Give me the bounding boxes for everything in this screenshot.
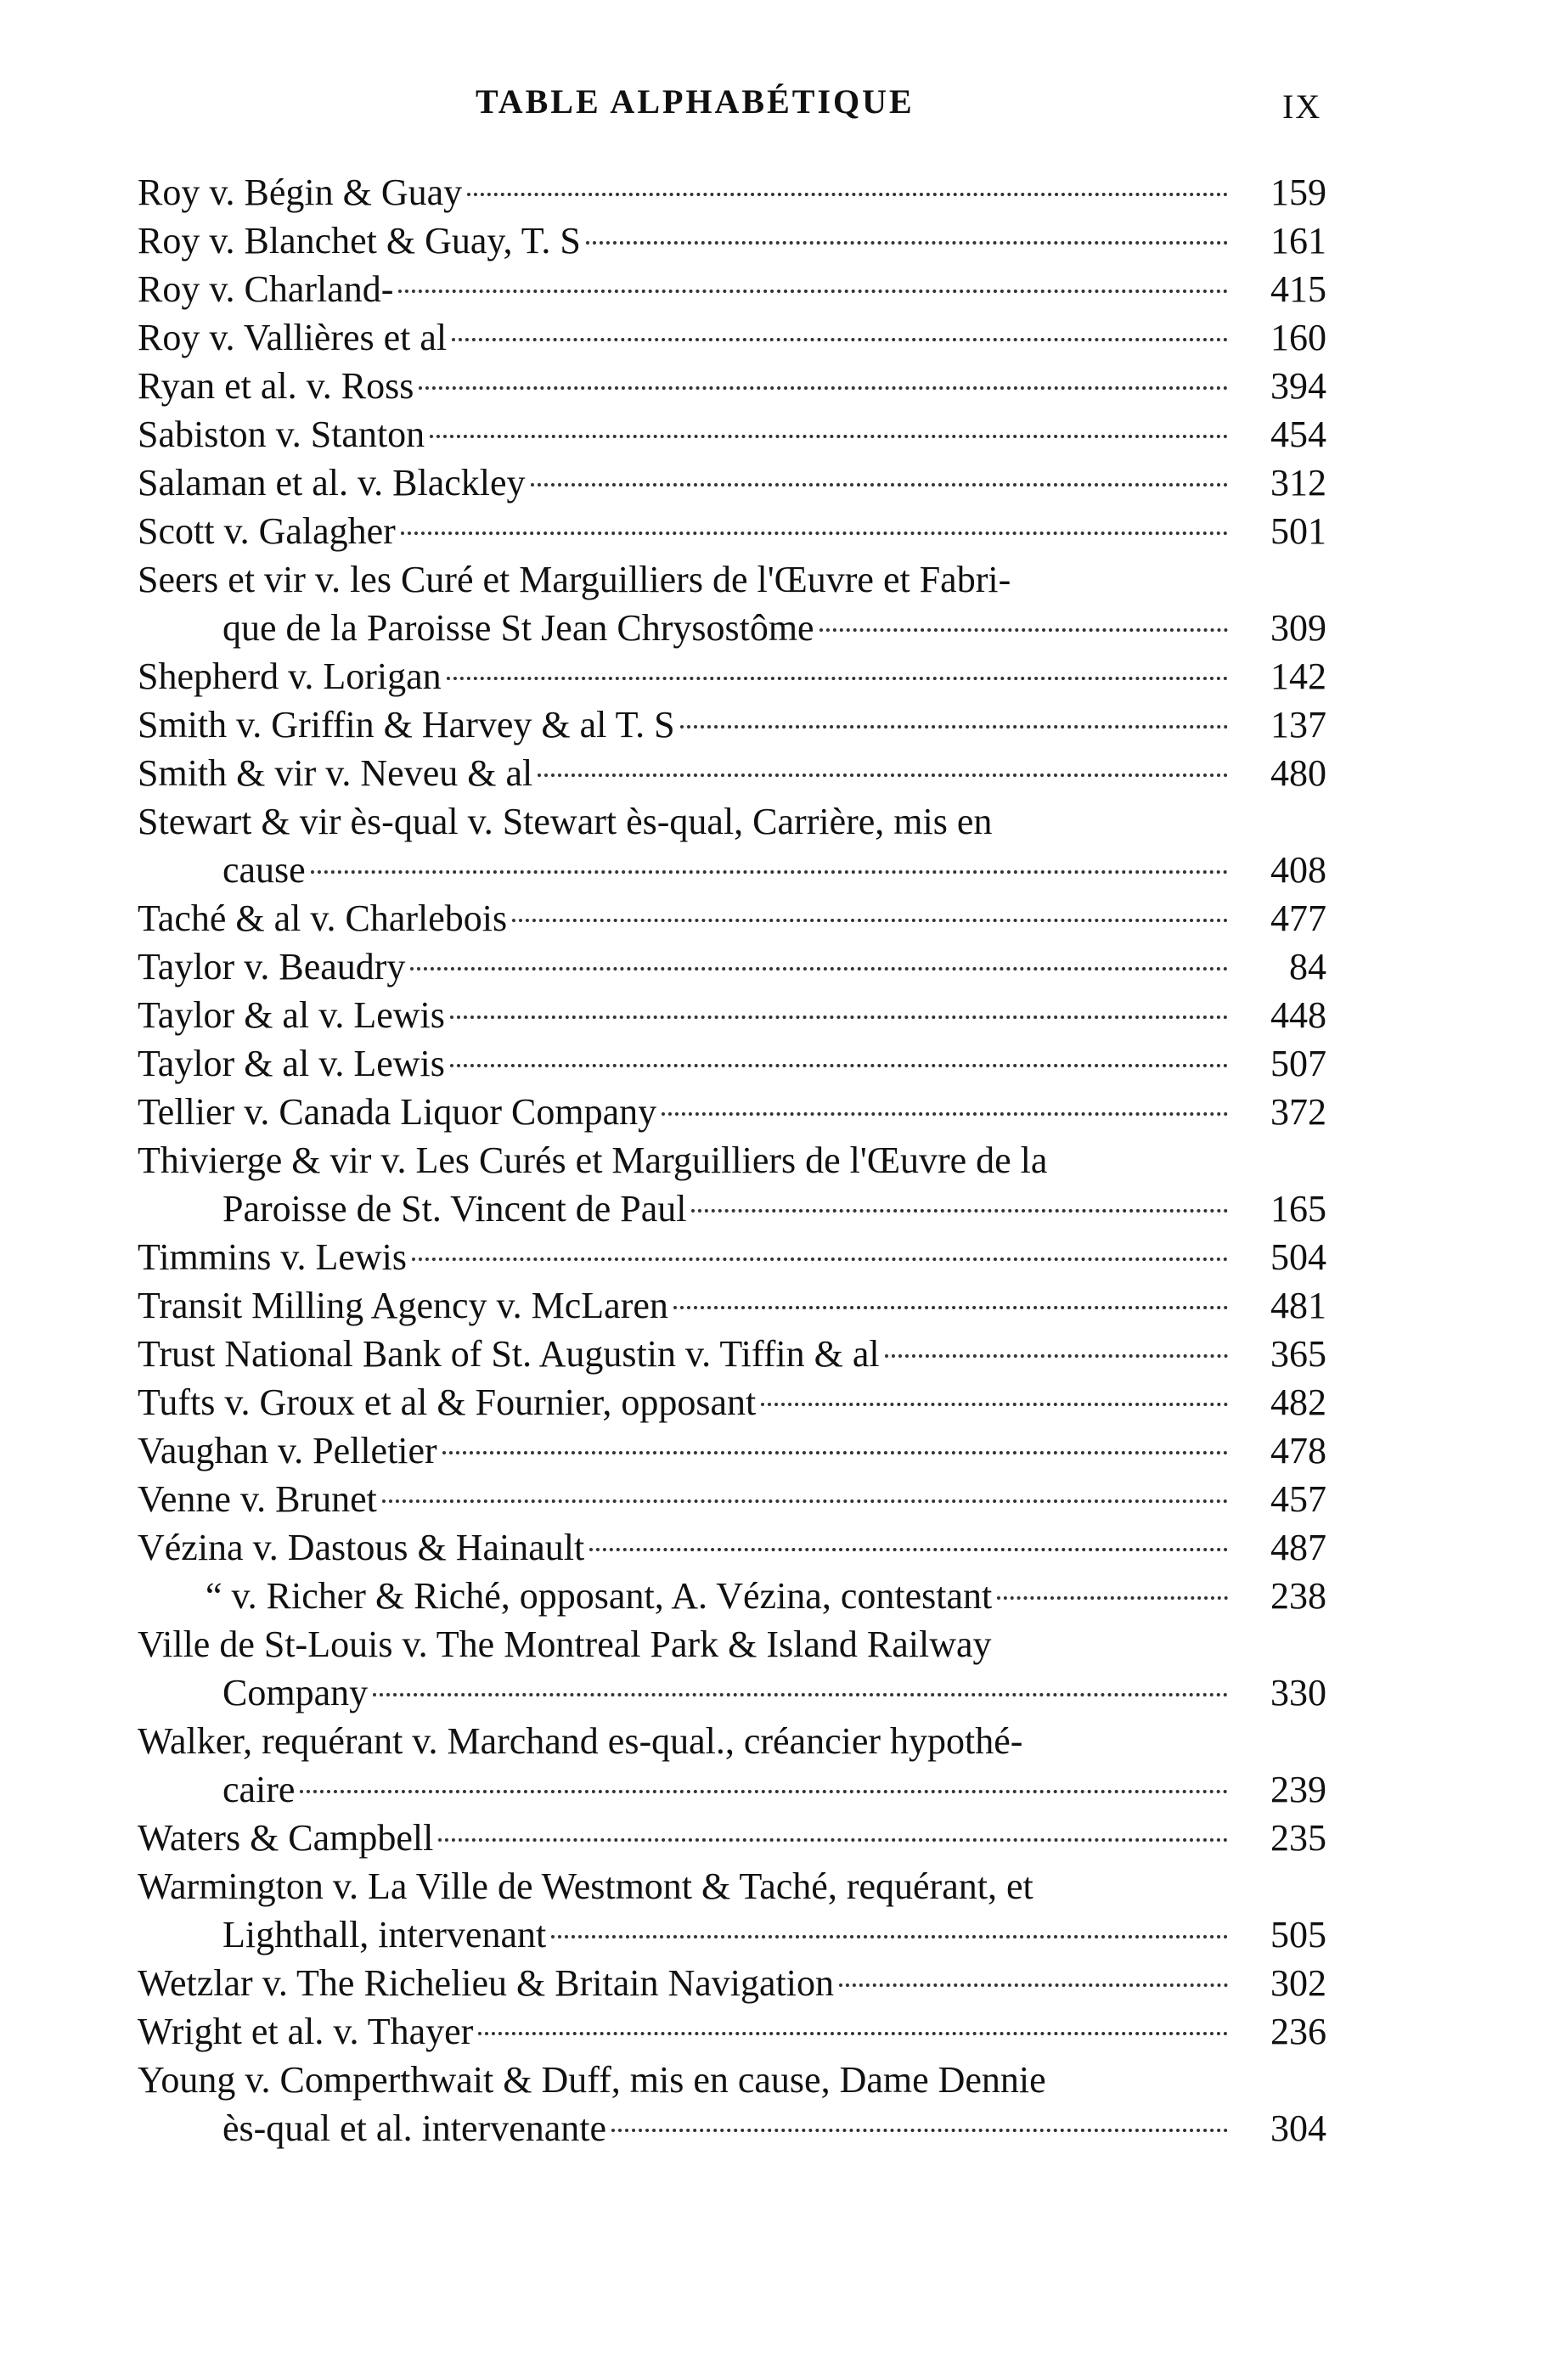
entry-text: Lighthall, intervenant: [222, 1914, 547, 1955]
dot-leader: [311, 870, 1228, 874]
entry-page-number: 507: [1270, 1043, 1326, 1084]
entry-text: Taylor & al v. Lewis: [138, 1043, 445, 1084]
entry-line: [138, 652, 1326, 700]
dot-leader: [410, 967, 1228, 971]
dot-leader: [819, 628, 1228, 632]
index-entry: [138, 555, 1326, 652]
entry-line: [138, 1136, 1326, 1184]
entry-page-number: 505: [1270, 1914, 1326, 1955]
dot-leader: [382, 1499, 1228, 1503]
entry-text: cause: [222, 849, 306, 891]
entry-line: [138, 942, 1326, 991]
entry-text: Seers et vir v. les Curé et Marguilliers de l'Œuvre et Fabri-: [138, 559, 1011, 600]
entry-continuation-line: [138, 604, 1326, 652]
dot-leader: [398, 290, 1228, 293]
index-entry: [138, 797, 1326, 894]
entry-line: [138, 991, 1326, 1039]
index-entry: [138, 313, 1326, 362]
entry-line: [138, 2007, 1326, 2056]
dot-leader: [373, 1693, 1228, 1696]
dot-leader: [300, 1790, 1228, 1793]
entry-line: [138, 265, 1326, 313]
dot-leader: [673, 1306, 1228, 1309]
entry-page-number: 304: [1270, 2107, 1326, 2149]
dot-leader: [997, 1596, 1228, 1600]
entry-text: Transit Milling Agency v. McLaren: [138, 1285, 668, 1326]
entry-page-number: 239: [1270, 1769, 1326, 1810]
entry-line: [138, 507, 1326, 555]
dot-leader: [680, 725, 1228, 729]
entry-page-number: 477: [1270, 897, 1326, 939]
index-entry: [138, 1426, 1326, 1475]
dot-leader: [885, 1354, 1228, 1358]
entry-line: [138, 749, 1326, 797]
dot-leader: [611, 2129, 1228, 2132]
index-entry: [138, 749, 1326, 797]
entry-page-number: 330: [1270, 1672, 1326, 1713]
index-entry: [138, 410, 1326, 459]
entry-text: Ryan et al. v. Ross: [138, 365, 414, 407]
entry-page-number: 312: [1270, 462, 1326, 504]
entry-line: [138, 797, 1326, 846]
entry-continuation-line: [138, 1765, 1326, 1814]
entry-page-number: 415: [1270, 268, 1326, 310]
index-entry: [138, 652, 1326, 700]
dot-leader: [447, 677, 1228, 680]
entry-continuation-line: [138, 1910, 1326, 1959]
entry-continuation-line: [138, 1184, 1326, 1233]
index-entry: [138, 942, 1326, 991]
entry-page-number: 161: [1270, 220, 1326, 262]
dot-leader: [512, 919, 1228, 922]
entry-text: Timmins v. Lewis: [138, 1236, 408, 1278]
entry-text: Taylor v. Beaudry: [138, 946, 406, 987]
entry-text: Vaughan v. Pelletier: [138, 1430, 437, 1471]
entry-text: “ v. Richer & Riché, opposant, A. Vézina, contestant: [206, 1575, 993, 1617]
dot-leader: [450, 1016, 1228, 1019]
entry-text: Roy v. Bégin & Guay: [138, 172, 463, 213]
entry-line: [138, 1475, 1326, 1523]
entry-line: [138, 2056, 1326, 2104]
entry-page-number: 309: [1270, 607, 1326, 649]
entry-text: Taylor & al v. Lewis: [138, 994, 445, 1036]
entry-text: Taché & al v. Charlebois: [138, 897, 508, 939]
entry-text: Wright et al. v. Thayer: [138, 2011, 474, 2052]
entry-page-number: 394: [1270, 365, 1326, 407]
entry-text: Smith & vir v. Neveu & al: [138, 752, 533, 794]
dot-leader: [450, 1064, 1228, 1067]
entry-text: Roy v. Blanchet & Guay, T. S: [138, 220, 581, 262]
entry-page-number: 137: [1270, 704, 1326, 746]
dot-leader: [401, 532, 1228, 535]
index-entry: [138, 1039, 1326, 1088]
entry-text: Young v. Comperthwait & Duff, mis en cause, Dame Dennie: [138, 2059, 1046, 2101]
index-entry: [138, 1378, 1326, 1426]
entry-page-number: 487: [1270, 1527, 1326, 1568]
entry-line: [138, 1039, 1326, 1088]
entry-text: Wetzlar v. The Richelieu & Britain Navigation: [138, 1962, 834, 2004]
running-title: TABLE ALPHABÉTIQUE: [476, 82, 915, 121]
entry-text: Warmington v. La Ville de Westmont & Taché, requérant, et: [138, 1865, 1033, 1907]
entry-line: [138, 894, 1326, 942]
dot-leader: [412, 1258, 1228, 1261]
dot-leader: [839, 1983, 1228, 1987]
entry-text: Sabiston v. Stanton: [138, 414, 425, 455]
index-entry: [138, 1620, 1326, 1717]
entry-page-number: 372: [1270, 1091, 1326, 1133]
entry-text: caire: [222, 1769, 296, 1810]
index-entry: [138, 265, 1326, 313]
dot-leader: [438, 1838, 1228, 1842]
index-entry: [138, 1717, 1326, 1814]
entry-line: [138, 362, 1326, 410]
index-entry: [138, 1475, 1326, 1523]
index-entry: [138, 894, 1326, 942]
entry-page-number: 365: [1270, 1333, 1326, 1375]
entry-page-number: 159: [1270, 172, 1326, 213]
entry-page-number: 235: [1270, 1817, 1326, 1859]
entry-line: [138, 1330, 1326, 1378]
index-entry: [138, 217, 1326, 265]
dot-leader: [586, 241, 1228, 245]
entry-line: [138, 1814, 1326, 1862]
entry-line: [138, 410, 1326, 459]
dot-leader: [442, 1451, 1228, 1454]
entry-continuation-line: [138, 2104, 1326, 2152]
entry-line: [138, 1523, 1326, 1572]
entry-line: [138, 1233, 1326, 1281]
entry-line: [138, 1620, 1326, 1668]
entry-page-number: 480: [1270, 752, 1326, 794]
entry-text: Tufts v. Groux et al & Fournier, opposant: [138, 1381, 757, 1423]
page-number: IX: [1282, 87, 1322, 126]
entry-text: Tellier v. Canada Liquor Company: [138, 1091, 657, 1133]
index-entry-list: [138, 168, 1326, 2152]
index-entry: [138, 459, 1326, 507]
page-header: [0, 82, 1560, 132]
entry-line: [138, 1088, 1326, 1136]
entry-line: [138, 168, 1326, 217]
dot-leader: [478, 2032, 1228, 2035]
entry-page-number: 501: [1270, 510, 1326, 552]
index-entry: [138, 1862, 1326, 1959]
entry-continuation-line: [138, 846, 1326, 894]
entry-page-number: 302: [1270, 1962, 1326, 2004]
dot-leader: [419, 386, 1228, 390]
entry-page-number: 236: [1270, 2011, 1326, 2052]
index-entry: [138, 507, 1326, 555]
dot-leader: [662, 1112, 1228, 1116]
entry-line: [138, 1572, 1326, 1620]
dot-leader: [691, 1209, 1228, 1213]
entry-line: [138, 459, 1326, 507]
entry-page-number: 84: [1289, 946, 1326, 987]
entry-line: [138, 1862, 1326, 1910]
entry-text: Walker, requérant v. Marchand es-qual., créancier hypothé-: [138, 1720, 1023, 1762]
index-entry: [138, 1959, 1326, 2007]
dot-leader: [430, 435, 1228, 438]
index-entry: [138, 2007, 1326, 2056]
entry-text: Company: [222, 1672, 369, 1713]
entry-continuation-line: [138, 1668, 1326, 1717]
entry-text: Smith v. Griffin & Harvey & al T. S: [138, 704, 675, 746]
dot-leader: [589, 1548, 1228, 1551]
entry-text: Ville de St-Louis v. The Montreal Park & Island Railway: [138, 1623, 992, 1665]
entry-text: Trust National Bank of St. Augustin v. Tiffin & al: [138, 1333, 880, 1375]
index-entry: [138, 1233, 1326, 1281]
entry-line: [138, 1426, 1326, 1475]
entry-line: [138, 555, 1326, 604]
entry-text: ès-qual et al. intervenante: [222, 2107, 607, 2149]
entry-line: [138, 1959, 1326, 2007]
entry-page-number: 482: [1270, 1381, 1326, 1423]
index-entry: [138, 1281, 1326, 1330]
entry-text: Salaman et al. v. Blackley: [138, 462, 526, 504]
entry-page-number: 478: [1270, 1430, 1326, 1471]
index-entry: [138, 362, 1326, 410]
entry-text: Paroisse de St. Vincent de Paul: [222, 1188, 687, 1229]
dot-leader: [452, 338, 1228, 341]
entry-page-number: 457: [1270, 1478, 1326, 1520]
entry-text: Venne v. Brunet: [138, 1478, 377, 1520]
index-entry: [138, 1523, 1326, 1572]
index-entry: [138, 1136, 1326, 1233]
entry-page-number: 448: [1270, 994, 1326, 1036]
index-entry: [138, 991, 1326, 1039]
index-entry: [138, 1330, 1326, 1378]
entry-page-number: 481: [1270, 1285, 1326, 1326]
entry-page-number: 238: [1270, 1575, 1326, 1617]
entry-page-number: 165: [1270, 1188, 1326, 1229]
entry-text: que de la Paroisse St Jean Chrysostôme: [222, 607, 814, 649]
dot-leader: [551, 1935, 1228, 1938]
entry-page-number: 504: [1270, 1236, 1326, 1278]
entry-text: Roy v. Vallières et al: [138, 317, 448, 358]
dot-leader: [467, 193, 1228, 196]
index-entry: [138, 1088, 1326, 1136]
entry-line: [138, 1378, 1326, 1426]
entry-text: Thivierge & vir v. Les Curés et Marguilliers de l'Œuvre de la: [138, 1139, 1048, 1181]
entry-page-number: 454: [1270, 414, 1326, 455]
dot-leader: [761, 1403, 1228, 1406]
index-entry: [138, 1814, 1326, 1862]
entry-text: Vézina v. Dastous & Hainault: [138, 1527, 585, 1568]
index-entry: [138, 168, 1326, 217]
entry-text: Roy v. Charland-: [138, 268, 394, 310]
entry-line: [138, 700, 1326, 749]
entry-text: Waters & Campbell: [138, 1817, 434, 1859]
entry-page-number: 408: [1270, 849, 1326, 891]
index-entry: [138, 1572, 1326, 1620]
entry-text: Scott v. Galagher: [138, 510, 396, 552]
entry-text: Shepherd v. Lorigan: [138, 655, 442, 697]
entry-line: [138, 1281, 1326, 1330]
index-entry: [138, 700, 1326, 749]
dot-leader: [538, 774, 1228, 777]
entry-line: [138, 1717, 1326, 1765]
entry-line: [138, 217, 1326, 265]
dot-leader: [531, 483, 1228, 487]
entry-page-number: 160: [1270, 317, 1326, 358]
entry-line: [138, 313, 1326, 362]
entry-page-number: 142: [1270, 655, 1326, 697]
index-entry: [138, 2056, 1326, 2152]
entry-text: Stewart & vir ès-qual v. Stewart ès-qual, Carrière, mis en: [138, 801, 993, 842]
